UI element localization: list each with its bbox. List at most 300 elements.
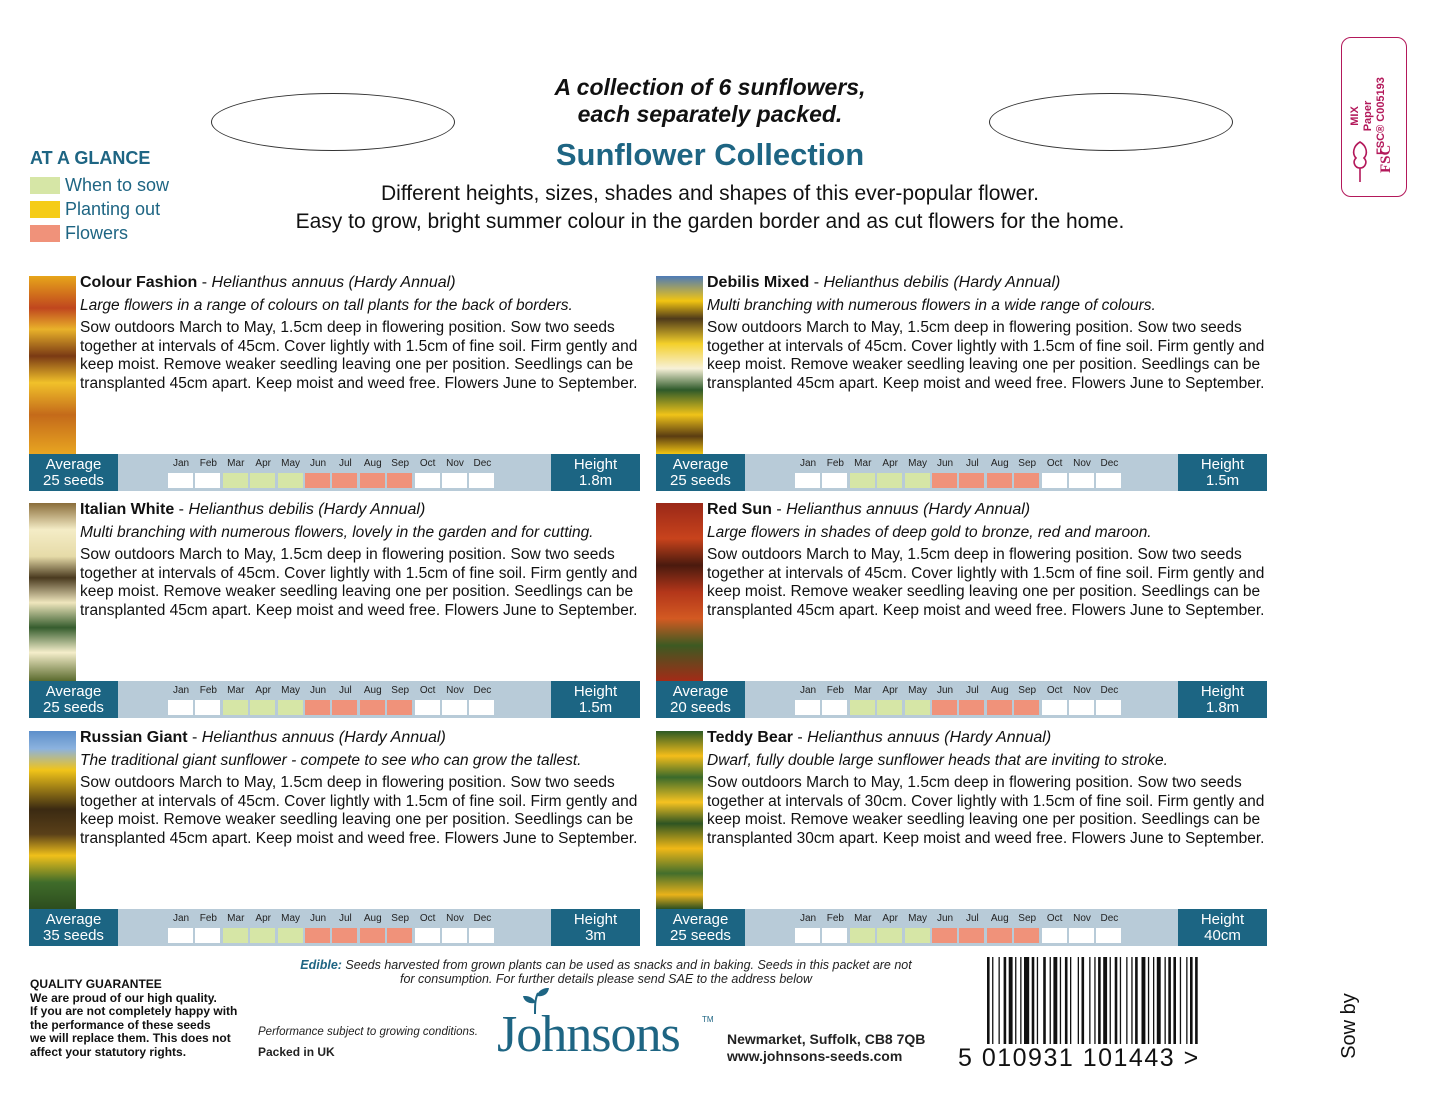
calendar-cell bbox=[850, 928, 875, 943]
calendar-cell bbox=[905, 928, 930, 943]
month-label: Aug bbox=[990, 458, 1009, 469]
latin-name: Helianthus annuus (Hardy Annual) bbox=[211, 274, 456, 291]
calendar-cell bbox=[250, 473, 275, 488]
info-strip bbox=[656, 454, 1267, 491]
sowing-instructions: Sow outdoors March to May, 1.5cm deep in flowering position. Sow two seeds together at intervals of 45cm. Cover lightly with 1.5cm of fine soil. Firm gently and keep moist. Remove weaker seedling leaving one per position. Seedlings can be transplanted 45cm apart. Keep moist and weed free. Flowers June to September. bbox=[80, 319, 638, 392]
calendar-cell bbox=[332, 928, 357, 943]
calendar-cell bbox=[1069, 473, 1094, 488]
barcode-bar bbox=[1094, 957, 1095, 1044]
month-label: Jan bbox=[172, 913, 190, 924]
barcode-bar bbox=[1180, 957, 1181, 1044]
barcode-bar bbox=[1020, 957, 1021, 1044]
calendar-cell bbox=[305, 700, 330, 715]
barcode-bar bbox=[1131, 957, 1132, 1044]
average-label: Average bbox=[45, 456, 102, 473]
barcode-bar bbox=[1043, 957, 1046, 1044]
height-value: 3m bbox=[585, 927, 606, 944]
seed-count-box bbox=[29, 454, 118, 491]
month-label: Apr bbox=[882, 458, 898, 469]
month-label: Sep bbox=[391, 685, 410, 696]
legend-item-flowers bbox=[30, 221, 169, 245]
info-strip bbox=[656, 909, 1267, 946]
month-label: Jul bbox=[338, 913, 352, 924]
barcode-bar bbox=[987, 957, 990, 1044]
card-text bbox=[707, 729, 1267, 848]
month-label: Sep bbox=[1018, 685, 1037, 696]
month-label: Jun bbox=[936, 685, 954, 696]
month-label: Jul bbox=[338, 685, 352, 696]
month-label: Jun bbox=[309, 458, 327, 469]
sunflower-photo bbox=[29, 503, 76, 681]
sow-by-label: Sow by bbox=[1338, 993, 1360, 1059]
sunflower-photo bbox=[656, 731, 703, 909]
month-label: Oct bbox=[419, 913, 436, 924]
barcode-bar bbox=[1135, 957, 1138, 1044]
barcode-bar bbox=[1165, 957, 1166, 1044]
calendar-cell bbox=[305, 928, 330, 943]
barcode-bar bbox=[1070, 957, 1071, 1044]
month-label: Feb bbox=[826, 458, 844, 469]
calendar-cell bbox=[332, 473, 357, 488]
card-title: Italian White - Helianthus debilis (Hardy Annual) bbox=[80, 501, 426, 518]
month-label: Oct bbox=[1046, 913, 1063, 924]
height-label: Height bbox=[1200, 911, 1245, 928]
seed-count-box bbox=[656, 681, 745, 718]
month-label: Jul bbox=[965, 458, 979, 469]
height-value: 40cm bbox=[1204, 927, 1241, 944]
sowing-calendar bbox=[795, 681, 1125, 718]
calendar-cell bbox=[250, 700, 275, 715]
tagline-line-1: A collection of 6 sunflowers, bbox=[554, 74, 866, 100]
month-label: Aug bbox=[990, 913, 1009, 924]
barcode-bar bbox=[992, 957, 993, 1044]
tagline bbox=[460, 74, 960, 128]
legend-swatch-flowers bbox=[30, 225, 60, 242]
month-label: Jun bbox=[936, 913, 954, 924]
calendar-cell bbox=[1069, 700, 1094, 715]
quality-line: If you are not completely happy with bbox=[30, 1004, 238, 1019]
height-box bbox=[551, 909, 640, 946]
average-label: Average bbox=[672, 911, 729, 928]
barcode-bar bbox=[1032, 957, 1035, 1044]
calendar-cell bbox=[278, 700, 303, 715]
card-title: Russian Giant - Helianthus annuus (Hardy Annual) bbox=[80, 729, 446, 746]
barcode-bar bbox=[1098, 957, 1101, 1044]
calendar-cell bbox=[1096, 928, 1121, 943]
month-label: May bbox=[281, 913, 301, 924]
calendar-cell bbox=[987, 473, 1012, 488]
month-label: Sep bbox=[391, 458, 410, 469]
barcode-bar bbox=[1153, 957, 1154, 1044]
seed-count-box bbox=[656, 454, 745, 491]
calendar-cell bbox=[795, 473, 820, 488]
month-label: Nov bbox=[1073, 458, 1091, 469]
height-label: Height bbox=[1200, 456, 1245, 473]
fsc-line-1: MIX bbox=[1349, 106, 1361, 126]
calendar-cell bbox=[959, 928, 984, 943]
month-label: Aug bbox=[363, 458, 382, 469]
height-label: Height bbox=[573, 911, 618, 928]
seed-count: 35 seeds bbox=[43, 927, 104, 944]
calendar-cell bbox=[469, 928, 494, 943]
edible-label: Edible: bbox=[300, 958, 342, 972]
variety-name: Red Sun bbox=[707, 501, 772, 518]
info-strip bbox=[656, 681, 1267, 718]
barcode-bar bbox=[1115, 957, 1118, 1044]
johnsons-logo: Johnsons bbox=[497, 1006, 680, 1063]
variety-name: Debilis Mixed bbox=[707, 274, 810, 291]
calendar-cell bbox=[223, 928, 248, 943]
barcode-bar bbox=[1168, 957, 1171, 1044]
info-strip bbox=[29, 454, 640, 491]
seed-count: 20 seeds bbox=[670, 699, 731, 716]
barcode-bar bbox=[1190, 957, 1193, 1044]
barcode-bar bbox=[999, 957, 1000, 1044]
height-value: 1.8m bbox=[578, 472, 613, 489]
calendar-cell bbox=[822, 700, 847, 715]
legend-item-planting bbox=[30, 197, 169, 221]
barcode-bar bbox=[1078, 957, 1079, 1044]
sowing-instructions: Sow outdoors March to May, 1.5cm deep in flowering position. Sow two seeds together at intervals of 45cm. Cover lightly with 1.5cm of fine soil. Firm gently and keep moist. Remove weaker seedling leaving one per position. Seedlings can be transplanted 45cm apart. Keep moist and weed free. Flowers June to September. bbox=[707, 546, 1265, 619]
legend-label: Planting out bbox=[65, 198, 161, 219]
hanging-hole-right bbox=[989, 93, 1233, 151]
calendar-cell bbox=[877, 473, 902, 488]
calendar-cell bbox=[932, 928, 957, 943]
month-label: Apr bbox=[255, 458, 271, 469]
month-label: Sep bbox=[1018, 458, 1037, 469]
barcode-bar bbox=[1157, 957, 1161, 1044]
quality-line: We are proud of our high quality. bbox=[30, 990, 217, 1005]
average-label: Average bbox=[672, 683, 729, 700]
calendar-cell bbox=[442, 700, 467, 715]
month-label: Oct bbox=[1046, 458, 1063, 469]
seed-count: 25 seeds bbox=[670, 472, 731, 489]
latin-name: Helianthus annuus (Hardy Annual) bbox=[807, 729, 1052, 746]
variety-description: Large flowers in a range of colours on tall plants for the back of borders. bbox=[80, 296, 573, 314]
edible-note bbox=[262, 958, 950, 986]
tagline-line-2: each separately packed. bbox=[577, 101, 843, 127]
month-label: Oct bbox=[1046, 685, 1063, 696]
fsc-line-3: FSC® C005193 bbox=[1375, 77, 1387, 155]
average-label: Average bbox=[672, 456, 729, 473]
sowing-calendar bbox=[795, 454, 1125, 491]
month-label: Jan bbox=[172, 685, 190, 696]
subtitle-line-1: Different heights, sizes, shades and shapes of this ever-popular flower. bbox=[381, 182, 1039, 205]
trademark: TM bbox=[702, 1015, 714, 1024]
legend-label: When to sow bbox=[65, 174, 170, 195]
calendar-cell bbox=[987, 700, 1012, 715]
calendar-cell bbox=[932, 700, 957, 715]
info-strip bbox=[29, 909, 640, 946]
month-label: Jul bbox=[338, 458, 352, 469]
variety-name: Russian Giant bbox=[80, 729, 188, 746]
calendar-cell bbox=[1042, 473, 1067, 488]
calendar-cell bbox=[1042, 700, 1067, 715]
calendar-cell bbox=[905, 700, 930, 715]
calendar-cell bbox=[415, 928, 440, 943]
month-label: Mar bbox=[227, 458, 245, 469]
quality-line: we will replace them. This does not bbox=[30, 1031, 231, 1046]
calendar-cell bbox=[250, 928, 275, 943]
month-label: Jan bbox=[799, 685, 817, 696]
calendar-cell bbox=[987, 928, 1012, 943]
month-label: May bbox=[281, 458, 301, 469]
calendar-cell bbox=[332, 700, 357, 715]
barcode-bar bbox=[1173, 957, 1176, 1044]
barcode-bar bbox=[1186, 957, 1187, 1044]
sowing-calendar bbox=[168, 909, 498, 946]
legend-swatch-sow bbox=[30, 177, 60, 194]
height-box bbox=[1178, 681, 1267, 718]
height-box bbox=[1178, 454, 1267, 491]
variety-description: Large flowers in shades of deep gold to bronze, red and maroon. bbox=[707, 523, 1152, 541]
seed-count: 25 seeds bbox=[670, 927, 731, 944]
month-label: Jan bbox=[799, 458, 817, 469]
at-a-glance-legend bbox=[30, 148, 169, 245]
month-label: Nov bbox=[1073, 913, 1091, 924]
barcode-bar bbox=[1110, 957, 1111, 1044]
calendar-cell bbox=[469, 473, 494, 488]
variety-card bbox=[656, 731, 1267, 948]
sowing-instructions: Sow outdoors March to May, 1.5cm deep in flowering position. Sow two seeds together at intervals of 45cm. Cover lightly with 1.5cm of fine soil. Firm gently and keep moist. Remove weaker seedling leaving one per position. Seedlings can be transplanted 45cm apart. Keep moist and weed free. Flowers June to September. bbox=[707, 319, 1265, 392]
calendar-cell bbox=[959, 700, 984, 715]
company-address bbox=[727, 1031, 925, 1065]
month-label: Nov bbox=[446, 458, 464, 469]
calendar-cell bbox=[387, 700, 412, 715]
calendar-cell bbox=[360, 473, 385, 488]
barcode-bar bbox=[1024, 957, 1029, 1044]
month-label: Dec bbox=[473, 685, 492, 696]
calendar-cell bbox=[223, 473, 248, 488]
seed-count-box bbox=[656, 909, 745, 946]
month-label: Jun bbox=[309, 685, 327, 696]
variety-card bbox=[656, 503, 1267, 720]
month-label: Dec bbox=[473, 458, 492, 469]
calendar-cell bbox=[305, 473, 330, 488]
month-label: Oct bbox=[419, 685, 436, 696]
latin-name: Helianthus annuus (Hardy Annual) bbox=[201, 729, 446, 746]
seed-count-box bbox=[29, 909, 118, 946]
barcode bbox=[987, 957, 1245, 1044]
barcode-bar bbox=[1060, 957, 1061, 1044]
calendar-cell bbox=[850, 473, 875, 488]
latin-name: Helianthus annuus (Hardy Annual) bbox=[786, 501, 1031, 518]
sowing-instructions: Sow outdoors March to May, 1.5cm deep in flowering position. Sow two seeds together at intervals of 45cm. Cover lightly with 1.5cm of fine soil. Firm gently and keep moist. Remove weaker seedling leaving one per position. Seedlings can be transplanted 45cm apart. Keep moist and weed free. Flowers June to September. bbox=[80, 774, 638, 847]
calendar-cell bbox=[415, 700, 440, 715]
barcode-bar bbox=[1015, 957, 1016, 1044]
fsc-mark: FSC bbox=[1378, 144, 1394, 173]
card-text bbox=[707, 274, 1267, 393]
average-label: Average bbox=[45, 683, 102, 700]
address-line: Newmarket, Suffolk, CB8 7QB bbox=[727, 1031, 926, 1047]
height-value: 1.5m bbox=[578, 699, 613, 716]
variety-card bbox=[656, 276, 1267, 493]
card-text bbox=[707, 501, 1267, 620]
latin-name: Helianthus debilis (Hardy Annual) bbox=[188, 501, 426, 518]
page-title: Sunflower Collection bbox=[555, 137, 865, 172]
month-label: Feb bbox=[826, 913, 844, 924]
barcode-bar bbox=[1053, 957, 1057, 1044]
month-label: Dec bbox=[1100, 458, 1119, 469]
quality-line: QUALITY GUARANTEE bbox=[30, 977, 162, 991]
legend-swatch-planting bbox=[30, 201, 60, 218]
fsc-badge bbox=[1341, 37, 1407, 197]
calendar-cell bbox=[168, 928, 193, 943]
quality-line: the performance of these seeds bbox=[30, 1017, 211, 1032]
month-label: Feb bbox=[199, 458, 217, 469]
info-strip bbox=[29, 681, 640, 718]
calendar-cell bbox=[1096, 473, 1121, 488]
legend-title: AT A GLANCE bbox=[30, 148, 151, 168]
month-label: Aug bbox=[363, 913, 382, 924]
barcode-number: 5 010931 101443 > bbox=[958, 1044, 1200, 1072]
height-box bbox=[1178, 909, 1267, 946]
barcode-bar bbox=[1195, 957, 1198, 1044]
barcode-bar bbox=[1126, 957, 1127, 1044]
month-label: Nov bbox=[446, 913, 464, 924]
calendar-cell bbox=[1042, 928, 1067, 943]
month-label: May bbox=[908, 685, 928, 696]
calendar-cell bbox=[959, 473, 984, 488]
variety-card bbox=[29, 503, 640, 720]
sowing-calendar bbox=[168, 454, 498, 491]
calendar-cell bbox=[1096, 700, 1121, 715]
card-title: Debilis Mixed - Helianthus debilis (Hardy Annual) bbox=[707, 274, 1061, 291]
card-title: Teddy Bear - Helianthus annuus (Hardy Annual) bbox=[707, 729, 1052, 746]
month-label: Apr bbox=[882, 913, 898, 924]
height-value: 1.8m bbox=[1205, 699, 1240, 716]
latin-name: Helianthus debilis (Hardy Annual) bbox=[823, 274, 1061, 291]
calendar-cell bbox=[442, 928, 467, 943]
card-text bbox=[80, 729, 640, 848]
month-label: Dec bbox=[1100, 685, 1119, 696]
subtitle bbox=[200, 180, 1220, 236]
calendar-cell bbox=[195, 473, 220, 488]
height-label: Height bbox=[573, 683, 618, 700]
calendar-cell bbox=[387, 928, 412, 943]
barcode-bar bbox=[1120, 957, 1121, 1044]
month-label: Apr bbox=[255, 685, 271, 696]
card-title: Red Sun - Helianthus annuus (Hardy Annual) bbox=[707, 501, 1031, 518]
website: www.johnsons-seeds.com bbox=[727, 1048, 903, 1064]
subtitle-line-2: Easy to grow, bright summer colour in the garden border and as cut flowers for the home. bbox=[295, 210, 1125, 233]
barcode-bar bbox=[1009, 957, 1013, 1044]
month-label: Mar bbox=[854, 685, 872, 696]
height-box bbox=[551, 681, 640, 718]
calendar-cell bbox=[442, 473, 467, 488]
month-label: Apr bbox=[255, 913, 271, 924]
month-label: Nov bbox=[446, 685, 464, 696]
month-label: Nov bbox=[1073, 685, 1091, 696]
sunflower-photo bbox=[656, 276, 703, 454]
height-label: Height bbox=[1200, 683, 1245, 700]
month-label: Jan bbox=[172, 458, 190, 469]
month-label: Mar bbox=[227, 913, 245, 924]
barcode-bar bbox=[1037, 957, 1038, 1044]
month-label: Jan bbox=[799, 913, 817, 924]
card-title: Colour Fashion - Helianthus annuus (Hardy Annual) bbox=[80, 274, 456, 291]
variety-card bbox=[29, 276, 640, 493]
variety-description: Multi branching with numerous flowers in a wide range of colours. bbox=[707, 296, 1156, 314]
month-label: Feb bbox=[826, 685, 844, 696]
calendar-cell bbox=[360, 700, 385, 715]
seed-count: 25 seeds bbox=[43, 699, 104, 716]
calendar-cell bbox=[415, 473, 440, 488]
month-label: Dec bbox=[473, 913, 492, 924]
sowing-calendar bbox=[168, 681, 498, 718]
packed-in: Packed in UK bbox=[258, 1045, 335, 1059]
card-text bbox=[80, 274, 640, 393]
variety-card bbox=[29, 731, 640, 948]
month-label: Feb bbox=[199, 685, 217, 696]
calendar-cell bbox=[1014, 700, 1039, 715]
calendar-cell bbox=[387, 473, 412, 488]
calendar-cell bbox=[822, 473, 847, 488]
seed-count: 25 seeds bbox=[43, 472, 104, 489]
calendar-cell bbox=[195, 928, 220, 943]
month-label: Feb bbox=[199, 913, 217, 924]
month-label: May bbox=[908, 913, 928, 924]
height-label: Height bbox=[573, 456, 618, 473]
month-label: Mar bbox=[854, 913, 872, 924]
calendar-cell bbox=[795, 928, 820, 943]
month-label: Jul bbox=[965, 685, 979, 696]
month-label: May bbox=[908, 458, 928, 469]
barcode-bar bbox=[1089, 957, 1090, 1044]
variety-name: Colour Fashion bbox=[80, 274, 198, 291]
barcode-bar bbox=[1103, 957, 1107, 1044]
barcode-bar bbox=[1050, 957, 1051, 1044]
variety-name: Italian White bbox=[80, 501, 175, 518]
calendar-cell bbox=[1014, 473, 1039, 488]
calendar-cell bbox=[850, 700, 875, 715]
card-text bbox=[80, 501, 640, 620]
month-label: Sep bbox=[391, 913, 410, 924]
calendar-cell bbox=[223, 700, 248, 715]
month-label: Mar bbox=[227, 685, 245, 696]
legend-label: Flowers bbox=[65, 222, 129, 243]
variety-description: Multi branching with numerous flowers, lovely in the garden and for cutting. bbox=[80, 523, 594, 541]
month-label: Aug bbox=[363, 685, 382, 696]
calendar-cell bbox=[469, 700, 494, 715]
calendar-cell bbox=[278, 928, 303, 943]
fsc-line-2: Paper bbox=[1362, 100, 1374, 132]
month-label: Aug bbox=[990, 685, 1009, 696]
legend-item-sow bbox=[30, 173, 169, 197]
height-box bbox=[551, 454, 640, 491]
calendar-cell bbox=[195, 700, 220, 715]
hanging-hole-left bbox=[211, 93, 455, 151]
month-label: Mar bbox=[854, 458, 872, 469]
month-label: Jul bbox=[965, 913, 979, 924]
month-label: Sep bbox=[1018, 913, 1037, 924]
seed-count-box bbox=[29, 681, 118, 718]
barcode-bar bbox=[1082, 957, 1085, 1044]
barcode-bar bbox=[1142, 957, 1146, 1044]
month-label: Apr bbox=[882, 685, 898, 696]
sunflower-photo bbox=[29, 276, 76, 454]
month-label: Jun bbox=[936, 458, 954, 469]
calendar-cell bbox=[795, 700, 820, 715]
quality-line: affect your statutory rights. bbox=[30, 1044, 187, 1059]
calendar-cell bbox=[360, 928, 385, 943]
barcode-bar bbox=[1065, 957, 1068, 1044]
month-label: May bbox=[281, 685, 301, 696]
calendar-cell bbox=[1014, 928, 1039, 943]
quality-guarantee bbox=[30, 978, 255, 1060]
calendar-cell bbox=[168, 700, 193, 715]
edible-text-2: for consumption. For further details please send SAE to the address below bbox=[399, 972, 813, 986]
